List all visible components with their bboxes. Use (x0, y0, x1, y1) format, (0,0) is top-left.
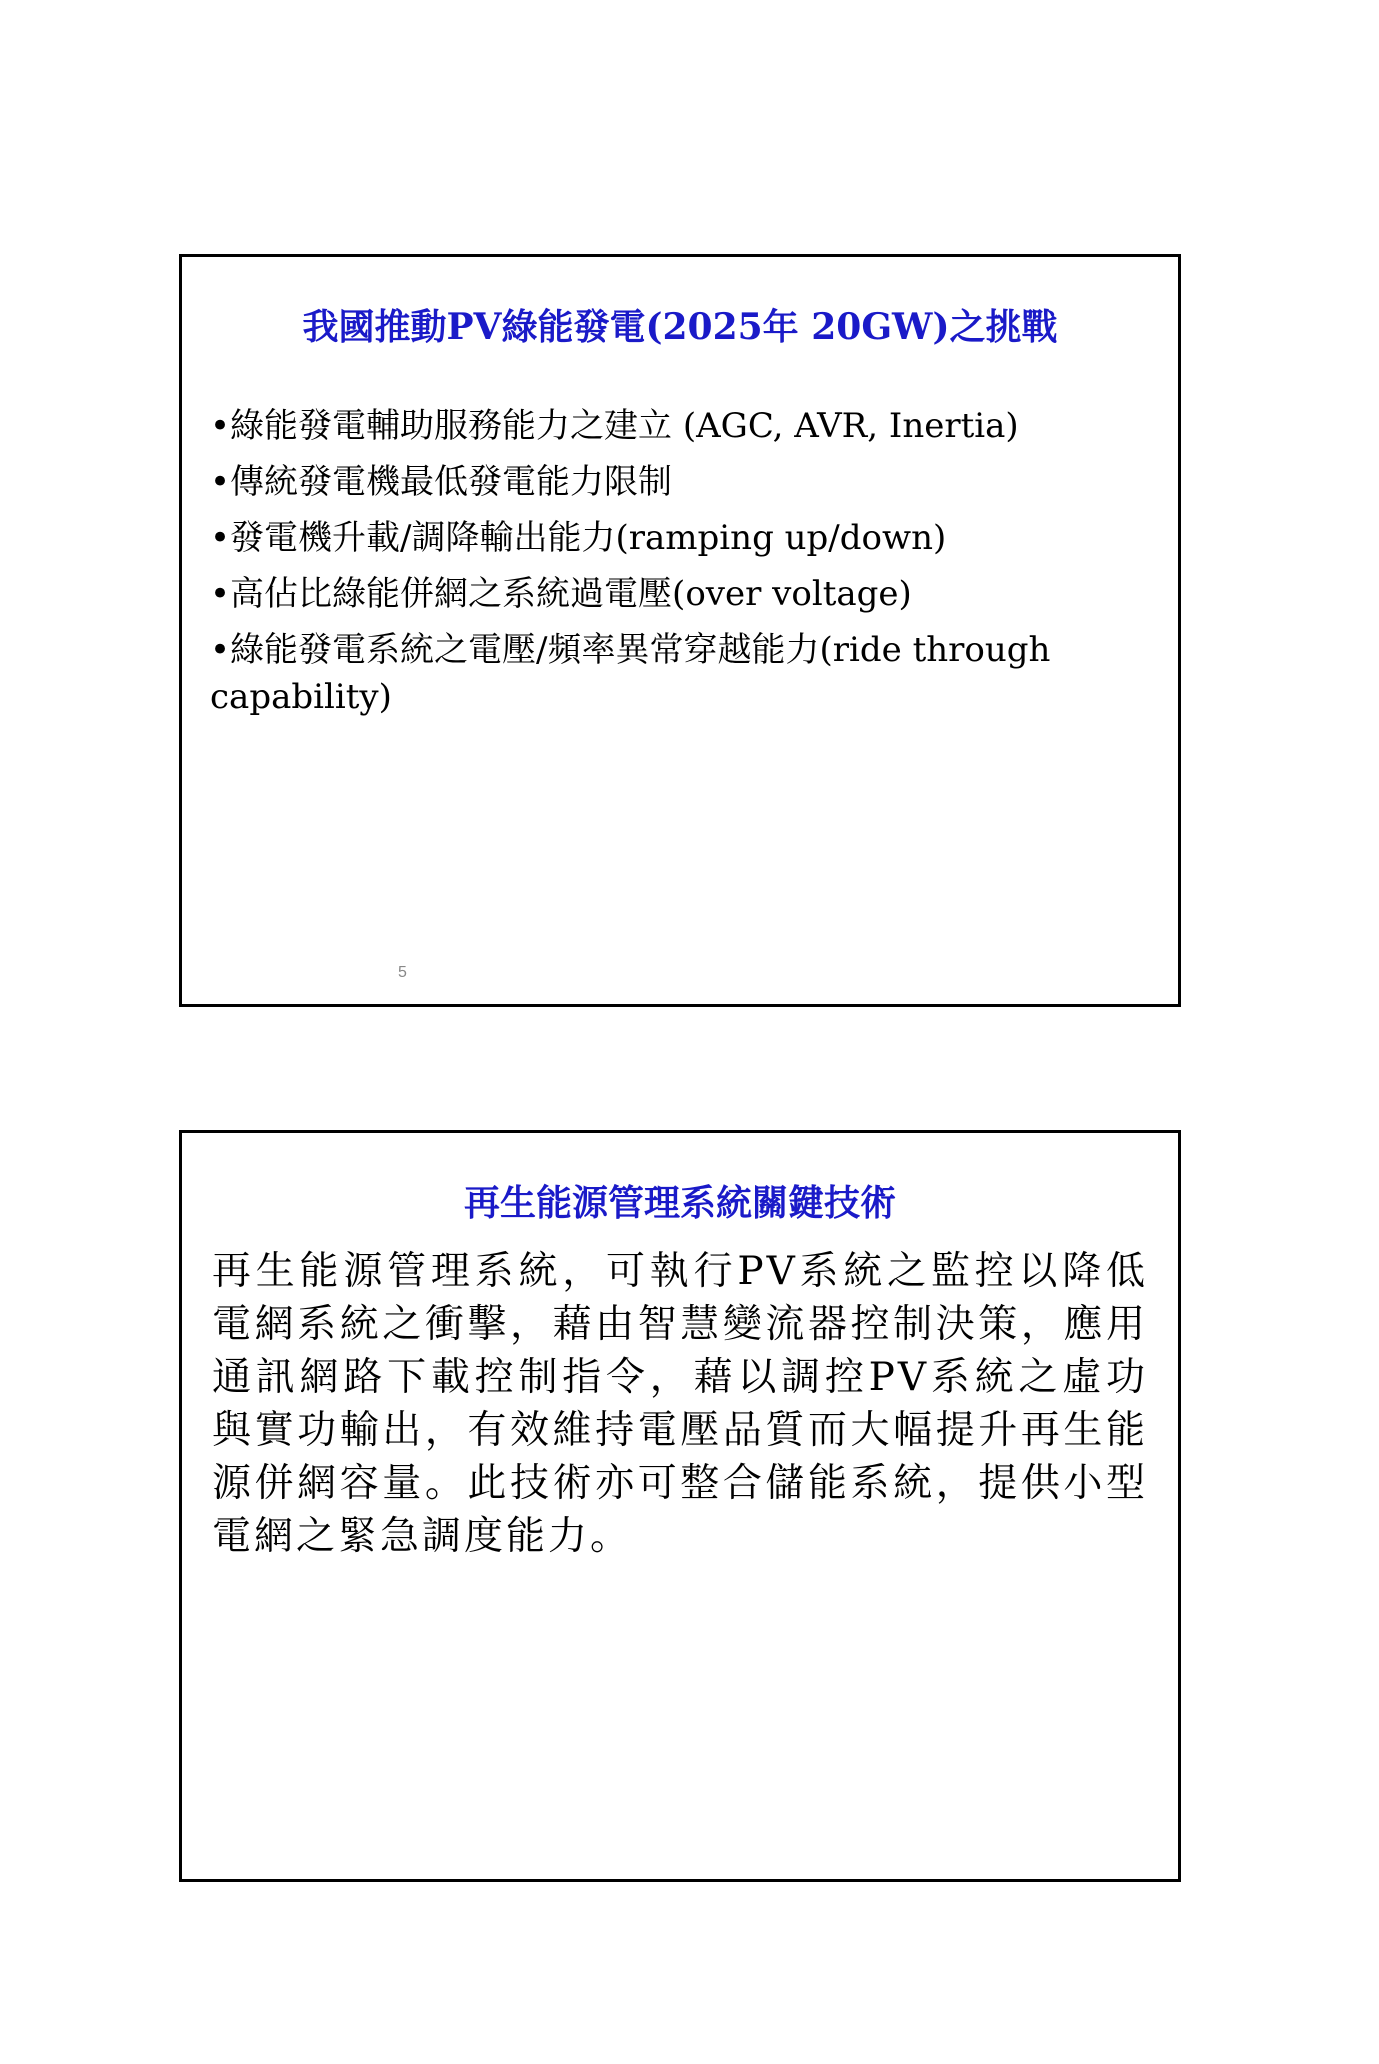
slide-title: 再生能源管理系統關鍵技術 (463, 1182, 896, 1224)
bullet-list (210, 403, 1138, 730)
slide-title: 我國推動PV綠能發電(2025年 20GW)之挑戰 (302, 306, 1058, 348)
bullet-item: •高佔比綠能併網之系統過電壓(over voltage) (210, 574, 912, 614)
slide-1 (179, 254, 1181, 1007)
bullet-item: •綠能發電系統之電壓/頻率異常穿越能力(ride through capability) (210, 630, 1051, 717)
bullet-item: •發電機升載/調降輸出能力(ramping up/down) (210, 518, 947, 558)
page-number: 5 (398, 964, 407, 981)
body-paragraph: 再生能源管理系統，可執行PV系統之監控以降低電網系統之衝擊，藉由智慧變流器控制決策，應用通訊網路下載控制指令，藉以調控PV系統之虛功與實功輸出，有效維持電壓品質而大幅提升再生能源併網容量。此技術亦可整合儲能系統，提供小型電網之緊急調度能力。 (212, 1249, 1148, 1559)
bullet-item: •綠能發電輔助服務能力之建立 (AGC, AVR, Inertia) (210, 406, 1019, 446)
slide-2 (179, 1130, 1181, 1882)
bullet-item: •傳統發電機最低發電能力限制 (210, 462, 673, 502)
